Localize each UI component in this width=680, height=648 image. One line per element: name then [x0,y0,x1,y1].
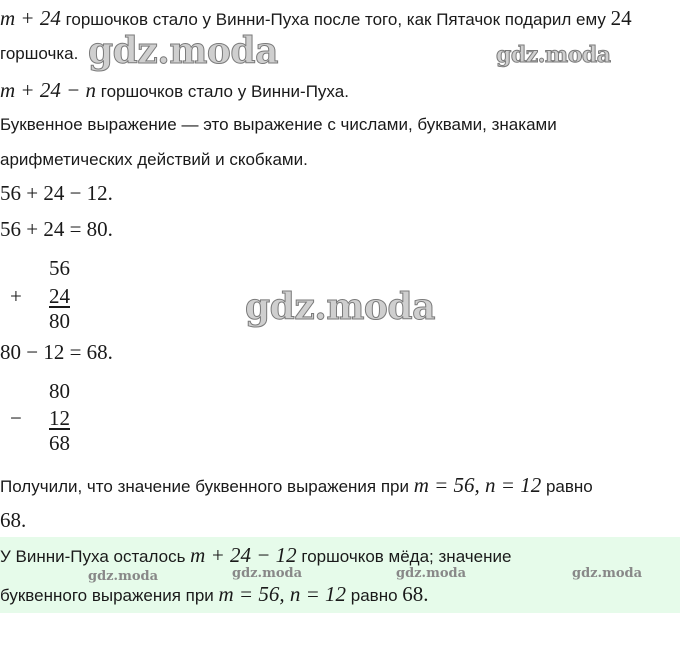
text: буквенного выражения при [0,586,219,605]
text-line-1 [0,6,632,32]
addend-top: 56 [49,256,70,280]
text: горшочка. [0,44,79,63]
text: Буквенное выражение — это выражение с числами, буквами, знаками [0,115,557,134]
minuend: 80 [49,379,70,403]
watermark: gdz.moda [496,42,611,68]
subtrahend: 12 [49,406,70,430]
text-line-3 [0,78,349,104]
math-expression: m = 56, n = 12 [413,473,542,497]
minus-sign: − [10,406,22,430]
text-line-2 [0,42,78,66]
math-expression: m = 56, n = 12 [218,582,347,606]
watermark: gdz.moda [245,286,435,328]
definition-line-1 [0,113,557,137]
watermark: gdz.moda [88,30,278,72]
answer-line-2 [0,582,429,608]
plus-sign: + [10,284,22,308]
text: горшочков стало у Винни-Пуха. [96,82,349,101]
watermark: gdz.moda [572,566,643,581]
text: Получили, что значение буквенного выражения при [0,477,414,496]
difference-line: 80 − 12 = 68. [0,340,113,364]
sum-result: 80 [49,309,70,333]
sum-line: 56 + 24 = 80. [0,217,113,241]
watermark: gdz.moda [232,566,303,581]
text: равно [346,586,403,605]
definition-line-2 [0,148,308,172]
math-expression: m + 24 [0,6,61,30]
text: арифметических действий и скобками. [0,150,308,169]
math-expression: m + 24 − n [0,78,97,102]
conclusion-line-2: 68. [0,508,27,532]
difference-result: 68 [49,431,70,455]
watermark: gdz.moda [396,566,467,581]
addend-bottom: 24 [49,284,70,308]
text: равно [541,477,593,496]
number: 68. [402,582,429,606]
expression-line: 56 + 24 − 12. [0,181,113,205]
math-expression: m + 24 − 12 [190,543,297,567]
text: У Винни-Пуха осталось [0,547,191,566]
text: горшочков стало у Винни-Пуха после того, как Пятачок подарил ему [60,10,611,29]
conclusion-line-1 [0,473,593,499]
watermark: gdz.moda [88,569,159,584]
text: горшочков мёда; значение [296,547,512,566]
number: 24 [610,6,632,30]
